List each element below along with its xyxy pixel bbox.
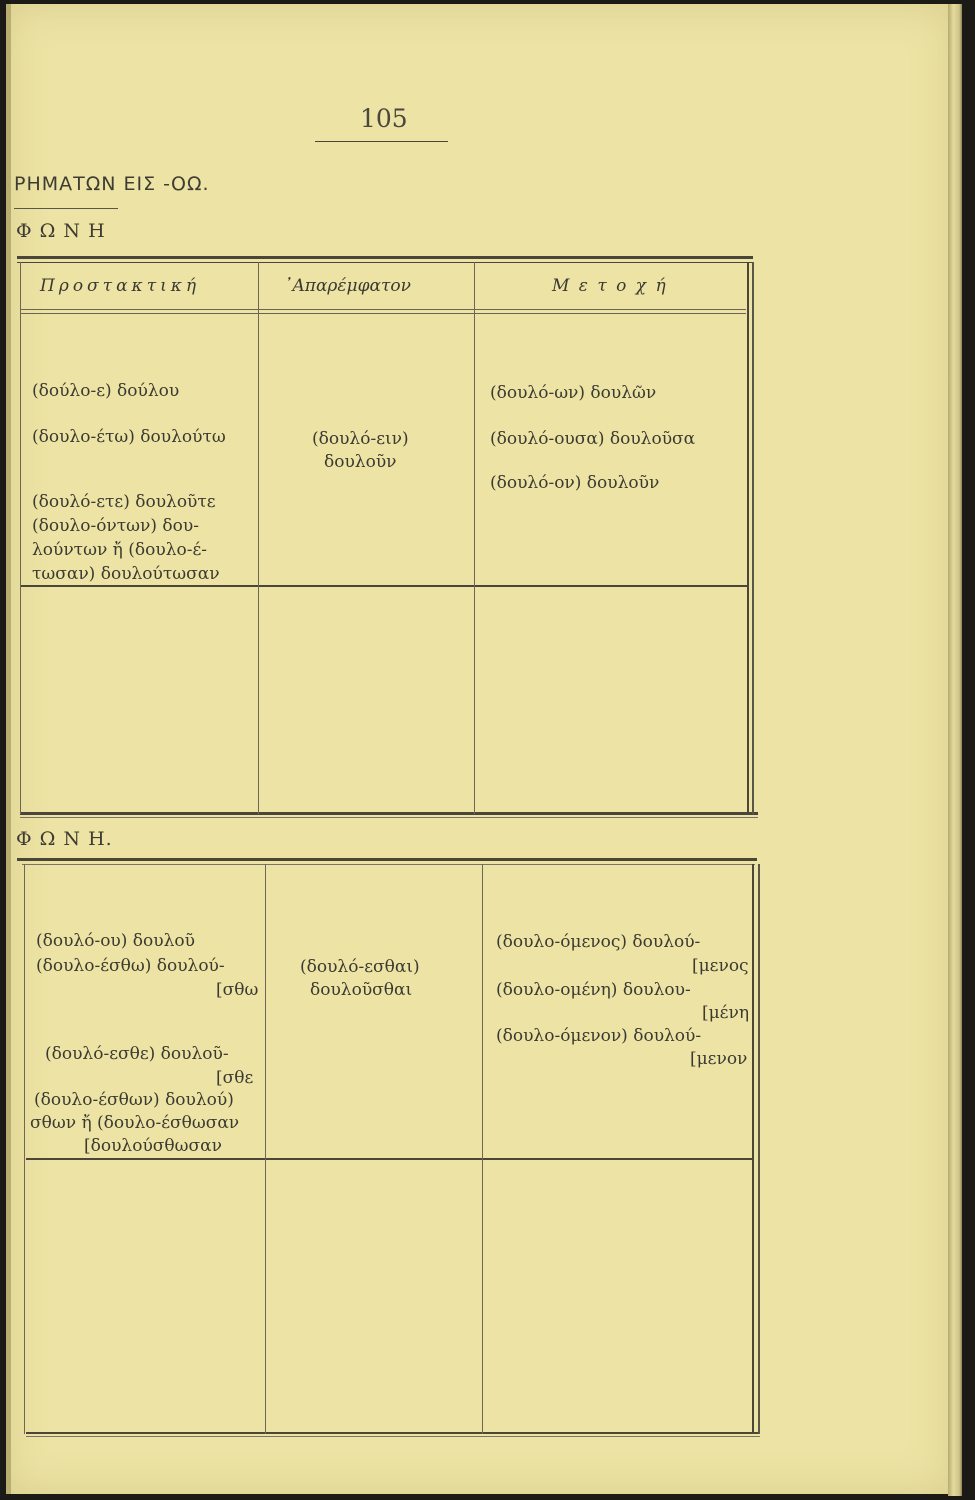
- passive-imperative-line: (δουλό-εσθε) δουλοῦ-: [45, 1044, 229, 1064]
- active-voice-label: Φ Ω Ν Η: [16, 220, 106, 242]
- active-participle-line: (δουλό-ων) δουλῶν: [490, 383, 657, 403]
- header-imperative: Προστακτική: [40, 276, 201, 296]
- active-imperative-line: λούντων ἤ (δουλο-έ-: [32, 540, 208, 560]
- active-imperative-line: (δουλο-έτω) δουλούτω: [32, 427, 226, 447]
- passive-imperative-line: [δουλούσθωσαν: [84, 1136, 222, 1156]
- passive-imperative-line: [σθω: [216, 980, 259, 1000]
- table2-col-divider-2: [482, 864, 483, 1434]
- page-heading: ΡΗΜΑΤΩΝ ΕΙΣ -ΟΩ.: [14, 173, 210, 195]
- table1-bottom-border-2: [20, 817, 758, 818]
- passive-voice-label: Φ Ω Ν Η.: [16, 828, 113, 850]
- table2-right-border-outer: [758, 864, 760, 1434]
- page-number: 105: [360, 104, 408, 133]
- passive-participle-line: [μένη: [702, 1003, 750, 1023]
- table2-bottom-border-2: [26, 1436, 760, 1437]
- table2-top-border: [17, 858, 757, 861]
- passive-infinitive-line: (δουλό-εσθαι): [300, 957, 420, 977]
- page-gutter: [6, 4, 11, 1494]
- active-imperative-line: (δούλο-ε) δούλου: [32, 381, 180, 401]
- table1-header-rule: [20, 309, 746, 310]
- heading-underline: [14, 208, 118, 209]
- table2-bottom-border: [26, 1432, 760, 1434]
- passive-imperative-line: σθων ἤ (δουλο-έσθωσαν: [30, 1113, 240, 1133]
- passive-imperative-line: (δουλο-έσθων) δουλού): [34, 1090, 234, 1110]
- active-imperative-line: (δουλο-όντων) δου-: [32, 516, 199, 536]
- page-edge: [948, 4, 962, 1496]
- passive-participle-line: (δουλο-ομένη) δουλου-: [496, 980, 691, 1000]
- active-participle-line: (δουλό-ουσα) δουλοῦσα: [490, 429, 696, 449]
- table2-top-border-inner: [22, 864, 755, 865]
- passive-participle-line: [μενον: [690, 1049, 748, 1069]
- table1-left-border: [20, 262, 21, 814]
- table2-left-border: [24, 864, 25, 1434]
- table2-right-border: [752, 864, 754, 1434]
- active-imperative-line: τωσαν) δουλούτωσαν: [32, 564, 220, 584]
- passive-infinitive-line: δουλοῦσθαι: [310, 980, 413, 1000]
- passive-imperative-line: [σθε: [216, 1068, 254, 1088]
- table2-col-divider-1: [265, 864, 266, 1434]
- passive-participle-line: (δουλο-όμενον) δουλού-: [496, 1026, 702, 1046]
- table1-bottom-border: [20, 812, 758, 815]
- table1-right-border: [747, 262, 749, 814]
- table1-top-border: [17, 256, 753, 259]
- table1-header-rule-2: [20, 313, 746, 314]
- passive-imperative-line: (δουλο-έσθω) δουλού-: [36, 956, 225, 976]
- table1-col-divider-2: [474, 262, 475, 814]
- table1-right-border-outer: [752, 262, 754, 814]
- header-participle: Μ ε τ ο χ ή: [552, 276, 668, 296]
- table2-mid-rule: [26, 1158, 754, 1160]
- table1-top-border-inner: [17, 262, 753, 263]
- passive-imperative-line: (δουλό-ου) δουλοῦ: [36, 931, 195, 951]
- page-number-underline: [315, 141, 448, 142]
- active-infinitive-line: δουλοῦν: [324, 452, 397, 472]
- passive-participle-line: [μενος: [692, 956, 749, 976]
- passive-participle-line: (δουλο-όμενος) δουλού-: [496, 932, 701, 952]
- active-imperative-line: (δουλό-ετε) δουλοῦτε: [32, 492, 216, 512]
- active-participle-line: (δουλό-ον) δουλοῦν: [490, 473, 660, 493]
- header-infinitive: ᾽Απαρέμφατον: [284, 276, 411, 296]
- active-infinitive-line: (δουλό-ειν): [312, 429, 409, 449]
- book-page: [6, 4, 952, 1494]
- table1-col-divider-1: [258, 262, 259, 814]
